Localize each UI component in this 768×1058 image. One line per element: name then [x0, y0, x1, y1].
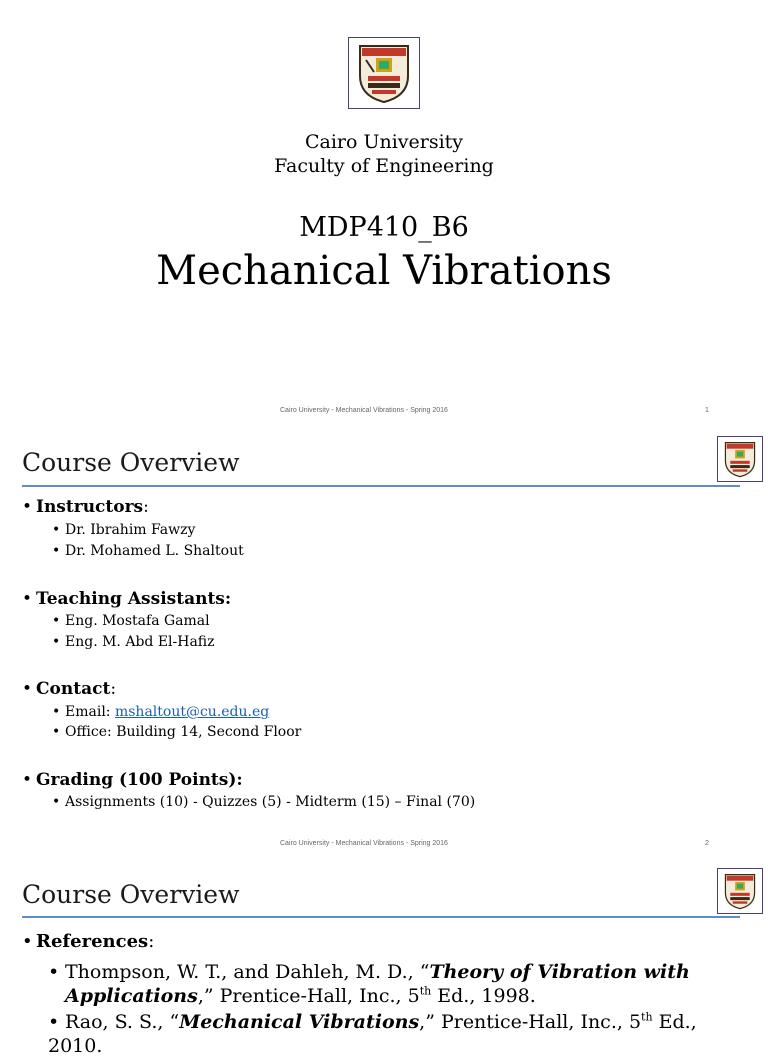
cairo-university-logo-icon	[717, 868, 763, 914]
list-item: • Eng. Mostafa Gamal	[52, 613, 210, 629]
cairo-university-logo-icon	[717, 436, 763, 482]
grading-label: Grading (100 Points):	[36, 770, 243, 790]
grading-bullet: • Grading (100 Points):	[22, 770, 243, 790]
slide-title: Course Overview	[22, 448, 240, 477]
email-item: • Email: mshaltout@cu.edu.eg	[52, 704, 270, 720]
ta-label: Teaching Assistants:	[36, 589, 232, 609]
faculty-name: Faculty of Engineering	[274, 155, 494, 177]
course-code: MDP410_B6	[299, 212, 469, 243]
course-title: Mechanical Vibrations	[156, 248, 612, 294]
email-link[interactable]: mshaltout@cu.edu.eg	[114, 704, 270, 720]
office-item: • Office: Building 14, Second Floor	[52, 724, 302, 740]
contact-label: Contact	[36, 679, 111, 699]
instructors-label: Instructors	[36, 497, 144, 517]
list-item: • Dr. Ibrahim Fawzy	[52, 522, 196, 538]
cairo-university-logo-icon	[348, 37, 420, 109]
references-bullet: • References:	[22, 931, 155, 952]
reference-item: • Rao, S. S., “Mechanical Vibrations,” Prentice-Hall, Inc., 5th Ed., 2010.	[48, 1010, 697, 1057]
references-label: References	[36, 931, 149, 952]
university-name: Cairo University	[304, 131, 464, 153]
slide-2	[0, 432, 768, 864]
title-underline	[22, 916, 740, 918]
list-item: • Eng. M. Abd El-Hafiz	[52, 634, 215, 650]
slide-number: 2	[705, 840, 709, 847]
contact-bullet: • Contact:	[22, 679, 117, 699]
slide-title: Course Overview	[22, 880, 240, 909]
list-item: • Dr. Mohamed L. Shaltout	[52, 543, 244, 559]
slide-footer: Cairo University - Mechanical Vibrations - Spring 2016	[280, 840, 448, 847]
reference-item: • Thompson, W. T., and Dahleh, M. D., “Theory of Vibration with Applications,” Prentice-Hall, Inc., 5th Ed., 1998.	[48, 961, 690, 1007]
instructors-bullet: • Instructors:	[22, 497, 149, 517]
title-underline	[22, 485, 740, 487]
slide-number: 1	[705, 407, 709, 414]
teaching-assistants-bullet: • Teaching Assistants:	[22, 589, 232, 609]
slide-footer: Cairo University - Mechanical Vibrations - Spring 2016	[280, 407, 448, 414]
slide-3	[0, 864, 768, 1057]
slide-1	[0, 0, 768, 432]
grading-item: • Assignments (10) - Quizzes (5) - Midterm (15) – Final (70)	[52, 794, 476, 810]
